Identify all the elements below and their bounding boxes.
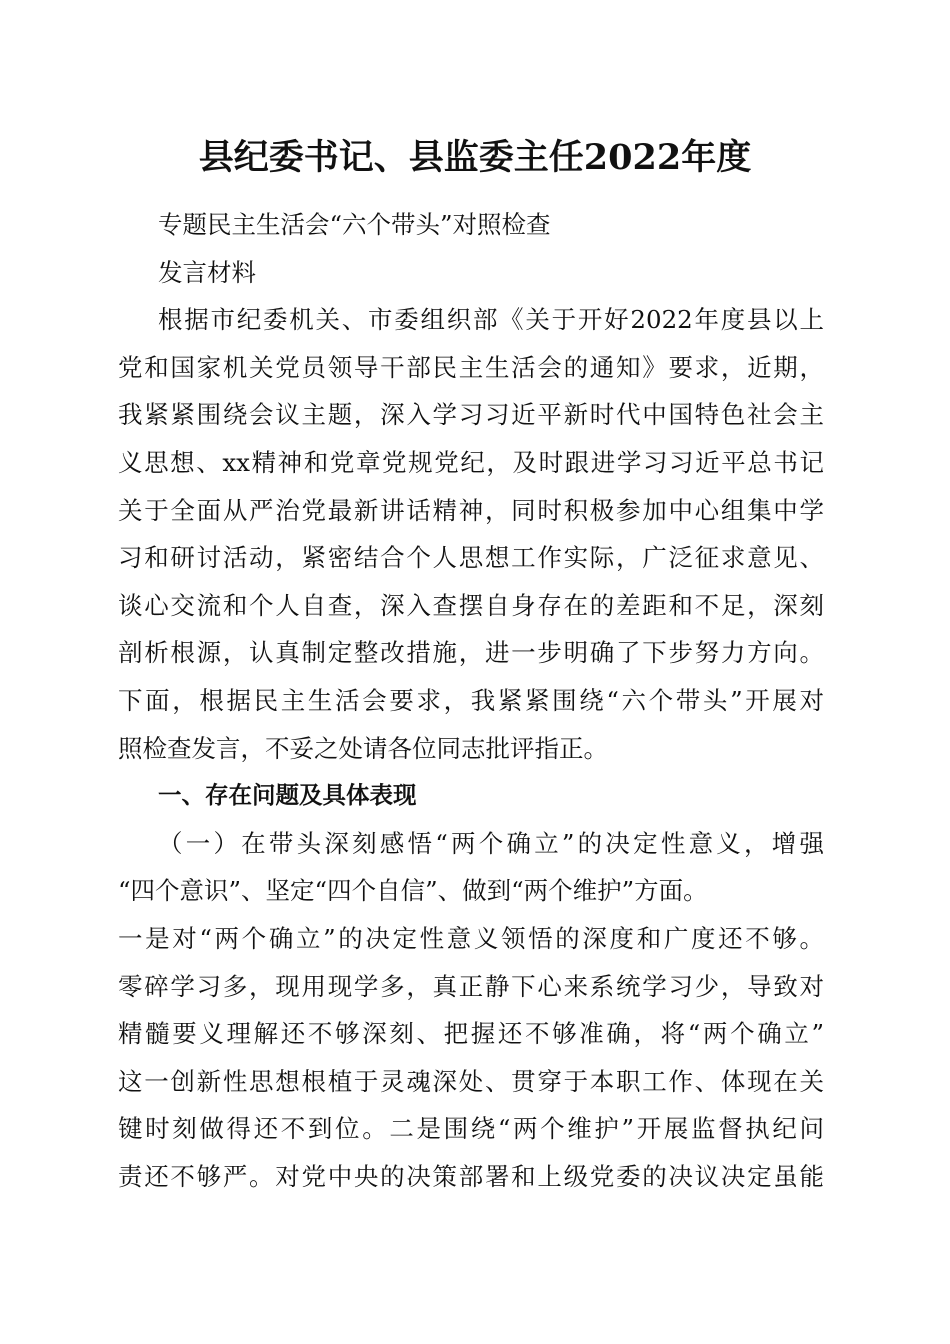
subtitle-line-1: 专题民主生活会“六个带头”对照检查 xyxy=(158,210,551,239)
paragraph-line: 这一创新性思想根植于灵魂深处、贯穿于本职工作、体现在关 xyxy=(118,1066,824,1096)
paragraph-line: 照检查发言，不妥之处请各位同志批评指正。 xyxy=(118,733,608,763)
paragraph-line: 根据市纪委机关、市委组织部《关于开好2022年度县以上 xyxy=(158,305,824,335)
paragraph-line: 责还不够严。对党中央的决策部署和上级党委的决议决定虽能 xyxy=(118,1161,824,1191)
paragraph-line: 关于全面从严治党最新讲话精神，同时积极参加中心组集中学 xyxy=(118,495,824,525)
subtitle-line-2: 发言材料 xyxy=(158,257,256,287)
paragraph-line: 下面，根据民主生活会要求，我紧紧围绕“六个带头”开展对 xyxy=(118,685,824,715)
document-title: 县纪委书记、县监委主任2022年度 xyxy=(198,137,752,178)
paragraph-line: 一是对“两个确立”的决定性意义领悟的深度和广度还不够。 xyxy=(118,923,824,953)
paragraph-line: 谈心交流和个人自查，深入查摆自身存在的差距和不足，深刻 xyxy=(118,590,824,620)
paragraph-line: 键时刻做得还不到位。二是围绕“两个维护”开展监督执纪问 xyxy=(118,1114,824,1144)
paragraph-line: “四个意识”、坚定“四个自信”、做到“两个维护”方面。 xyxy=(118,876,708,906)
paragraph-line: 党和国家机关党员领导干部民主生活会的通知》要求，近期， xyxy=(118,352,824,382)
paragraph-line: （一）在带头深刻感悟“两个确立”的决定性意义，增强 xyxy=(158,828,824,858)
paragraph-line: 剖析根源，认真制定整改措施，进一步明确了下步努力方向。 xyxy=(118,638,824,668)
paragraph-line: 精髓要义理解还不够深刻、把握还不够准确，将“两个确立” xyxy=(118,1019,824,1049)
paragraph-line: 习和研讨活动，紧密结合个人思想工作实际，广泛征求意见、 xyxy=(118,543,824,573)
paragraph-line: 零碎学习多，现用现学多，真正静下心来系统学习少，导致对 xyxy=(118,971,824,1001)
paragraph-line: 我紧紧围绕会议主题，深入学习习近平新时代中国特色社会主 xyxy=(118,400,824,430)
paragraph-line: 义思想、xx精神和党章党规党纪，及时跟进学习习近平总书记 xyxy=(118,447,824,477)
section-heading: 一、存在问题及具体表现 xyxy=(158,781,417,810)
document-body xyxy=(118,201,824,1200)
